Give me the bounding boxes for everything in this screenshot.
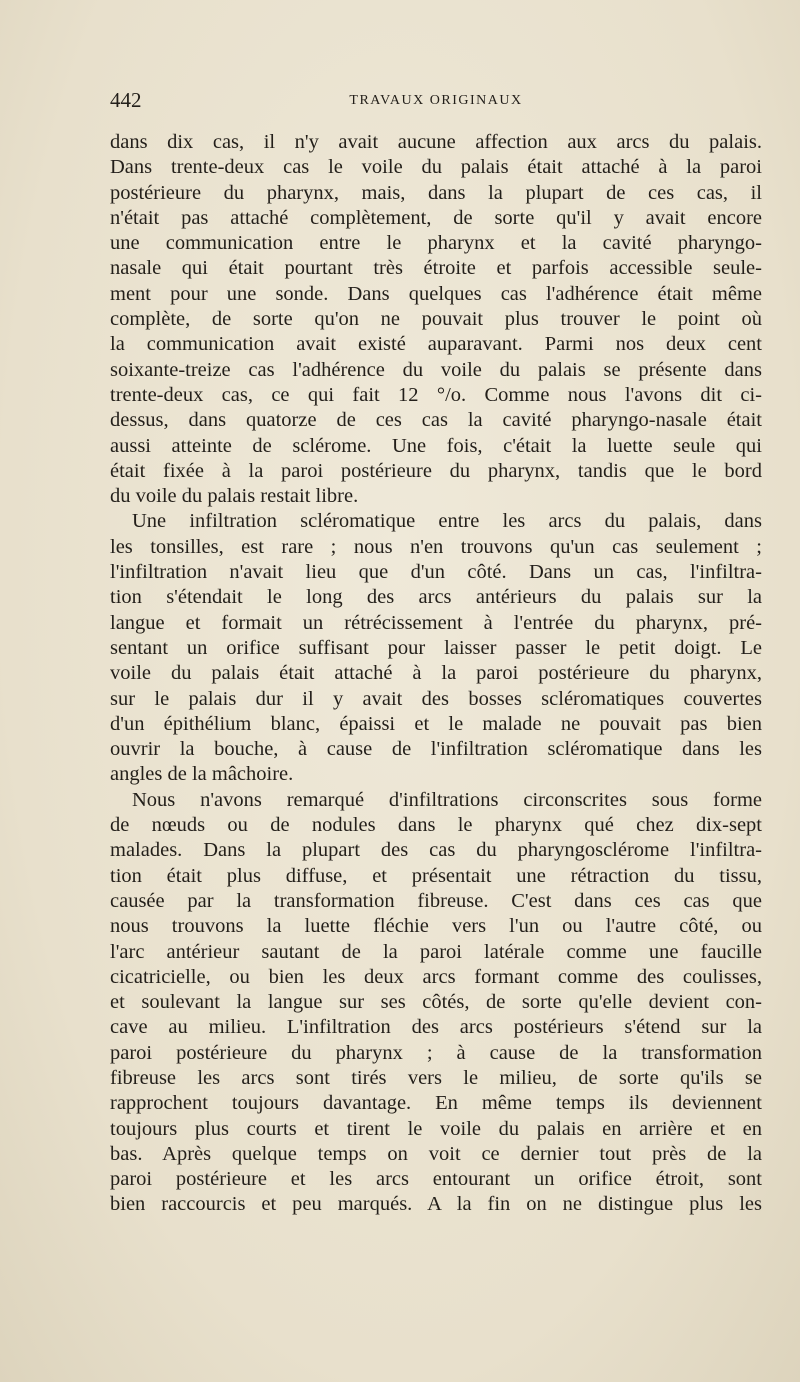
text-line: bas. Après quelque temps on voit ce dernier tout près de la xyxy=(110,1142,762,1165)
text-line: langue et formait un rétrécissement à l'entrée du pharynx, pré- xyxy=(110,611,762,634)
text-line: ment pour une sonde. Dans quelques cas l'adhérence était même xyxy=(110,282,762,305)
text-line: voile du palais était attaché à la paroi postérieure du pharynx, xyxy=(110,662,762,685)
text-line: paroi postérieure du pharynx ; à cause de la transformation xyxy=(110,1041,762,1064)
text-line: bien raccourcis et peu marqués. A la fin on ne distingue plus les xyxy=(110,1193,762,1216)
text-line: ouvrir la bouche, à cause de l'infiltration scléromatique dans les xyxy=(110,738,762,761)
text-line: une communication entre le pharynx et la cavité pharyngo- xyxy=(110,232,762,255)
text-line: du voile du palais restait libre. xyxy=(110,485,359,508)
text-line: tion était plus diffuse, et présentait une rétraction du tissu, xyxy=(110,864,762,887)
text-line: et soulevant la langue sur ses côtés, de sorte qu'elle devient con- xyxy=(110,991,762,1014)
text-line: dessus, dans quatorze de ces cas la cavité pharyngo-nasale était xyxy=(110,409,762,432)
text-line: paroi postérieure et les arcs entourant un orifice étroit, sont xyxy=(110,1168,762,1191)
text-line: d'un épithélium blanc, épaissi et le malade ne pouvait pas bien xyxy=(110,712,762,735)
text-line: les tonsilles, est rare ; nous n'en trouvons qu'un cas seulement ; xyxy=(110,535,762,558)
text-line: fibreuse les arcs sont tirés vers le milieu, de sorte qu'ils se xyxy=(110,1066,762,1089)
running-title: TRAVAUX ORIGINAUX xyxy=(349,93,523,108)
page-header xyxy=(110,88,762,112)
text-line: sur le palais dur il y avait des bosses scléromatiques couvertes xyxy=(110,687,762,710)
text-line: Nous n'avons remarqué d'infiltrations circonscrites sous forme xyxy=(132,788,762,811)
text-line: causée par la transformation fibreuse. C'est dans ces cas que xyxy=(110,889,762,912)
text-line: trente-deux cas, ce qui fait 12 °/o. Comme nous l'avons dit ci- xyxy=(110,383,762,406)
text-line: n'était pas attaché complètement, de sorte qu'il y avait encore xyxy=(110,206,762,229)
text-line: cave au milieu. L'infiltration des arcs postérieurs s'étend sur la xyxy=(110,1016,762,1039)
text-line: l'arc antérieur sautant de la paroi latérale comme une faucille xyxy=(110,940,762,963)
page-number: 442 xyxy=(110,88,142,112)
text-line: tion s'étendait le long des arcs antérieurs du palais sur la xyxy=(110,586,762,609)
text-line: la communication avait existé auparavant. Parmi nos deux cent xyxy=(110,333,762,356)
text-line: soixante-treize cas l'adhérence du voile du palais se présente dans xyxy=(110,358,762,381)
text-line: dans dix cas, il n'y avait aucune affection aux arcs du palais. xyxy=(110,131,762,153)
text-line: angles de la mâchoire. xyxy=(110,763,294,786)
text-line: toujours plus courts et tirent le voile du palais en arrière et en xyxy=(110,1117,762,1140)
text-line: cicatricielle, ou bien les deux arcs formant comme des coulisses, xyxy=(110,965,762,988)
text-line: aussi atteinte de sclérome. Une fois, c'était la luette seule qui xyxy=(110,434,762,457)
body-text xyxy=(110,130,762,1218)
text-line: était fixée à la paroi postérieure du pharynx, tandis que le bord xyxy=(110,459,762,482)
text-line: l'infiltration n'avait lieu que d'un côté. Dans un cas, l'infiltra- xyxy=(110,561,762,584)
text-line: postérieure du pharynx, mais, dans la plupart de ces cas, il xyxy=(110,181,762,204)
text-line: Une infiltration scléromatique entre les arcs du palais, dans xyxy=(132,510,762,533)
text-line: malades. Dans la plupart des cas du pharyngosclérome l'infiltra- xyxy=(110,839,762,862)
text-line: sentant un orifice suffisant pour laisser passer le petit doigt. Le xyxy=(110,636,762,659)
text-line: nasale qui était pourtant très étroite et parfois accessible seule- xyxy=(110,257,762,280)
text-line: de nœuds ou de nodules dans le pharynx qué chez dix-sept xyxy=(110,814,762,837)
text-line: rapprochent toujours davantage. En même temps ils deviennent xyxy=(110,1092,762,1115)
text-line: nous trouvons la luette fléchie vers l'un ou l'autre côté, ou xyxy=(110,915,762,938)
text-line: complète, de sorte qu'on ne pouvait plus trouver le point où xyxy=(110,308,762,331)
text-line: Dans trente-deux cas le voile du palais était attaché à la paroi xyxy=(110,156,762,179)
